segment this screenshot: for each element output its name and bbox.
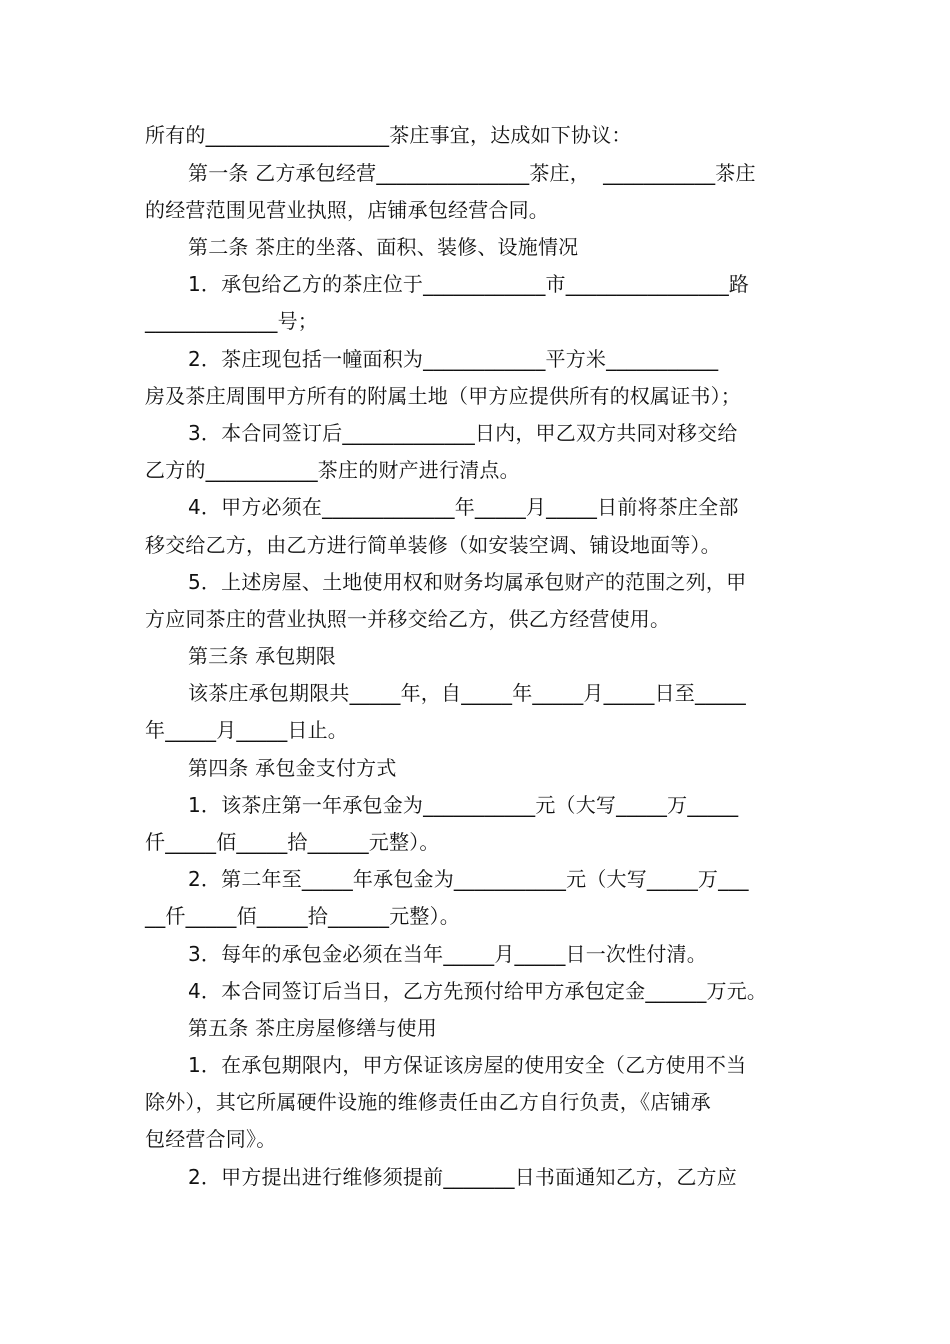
text-line: 包经营合同》。 — [145, 1127, 277, 1151]
text-line: 1．在承包期限内，甲方保证该房屋的使用安全（乙方使用不当 — [188, 1053, 747, 1077]
text-line: 该茶庄承包期限共_____年，自_____年_____月_____日至_____ — [188, 681, 746, 705]
text-line: 乙方的___________茶庄的财产进行清点。 — [145, 458, 520, 482]
text-line: 第五条 茶庄房屋修缮与使用 — [188, 1016, 437, 1040]
text-line: 5．上述房屋、土地使用权和财务均属承包财产的范围之列，甲 — [188, 570, 747, 594]
text-line: 1．该茶庄第一年承包金为___________元（大写_____万_____ — [188, 793, 739, 817]
text-line: 方应同茶庄的营业执照一并移交给乙方，供乙方经营使用。 — [145, 607, 671, 631]
text-line: 4．本合同签订后当日，乙方先预付给甲方承包定金______万元。 — [188, 979, 768, 1003]
text-line: 第四条 承包金支付方式 — [188, 756, 397, 780]
text-line: 2．第二年至_____年承包金为___________元（大写_____万___ — [188, 867, 749, 891]
text-line: 1．承包给乙方的茶庄位于____________市________________路 — [188, 272, 750, 296]
text-line: 年_____月_____日止。 — [145, 718, 348, 742]
text-line: 第二条 茶庄的坐落、面积、装修、设施情况 — [188, 235, 579, 259]
text-line: _____________号； — [145, 309, 318, 333]
text-line: 的经营范围见营业执照，店铺承包经营合同。 — [145, 198, 549, 222]
text-line: 4．甲方必须在_____________年_____月_____日前将茶庄全部 — [188, 495, 739, 519]
text-line: 除外），其它所属硬件设施的维修责任由乙方自行负责，《店铺承 — [145, 1090, 711, 1114]
text-line: 移交给乙方，由乙方进行简单装修（如安装空调、铺设地面等）。 — [145, 533, 721, 557]
text-line: 仟_____佰_____拾______元整）。 — [145, 830, 440, 854]
text-line: 第一条 乙方承包经营_______________茶庄， ___________茶庄 — [188, 161, 756, 185]
text-line: 房及茶庄周围甲方所有的附属土地（甲方应提供所有的权属证书）； — [145, 384, 741, 408]
text-line: 3．每年的承包金必须在当年_____月_____日一次性付清。 — [188, 942, 707, 966]
text-line: 第三条 承包期限 — [188, 644, 336, 668]
text-line: 所有的__________________茶庄事宜，达成如下协议： — [145, 123, 632, 147]
text-line: 2．茶庄现包括一幢面积为____________平方米___________ — [188, 347, 719, 371]
text-line: __仟_____佰_____拾______元整）。 — [145, 904, 460, 928]
text-line: 2．甲方提出进行维修须提前_______日书面通知乙方，乙方应 — [188, 1165, 737, 1189]
text-line: 3．本合同签订后_____________日内，甲乙双方共同对移交给 — [188, 421, 738, 445]
